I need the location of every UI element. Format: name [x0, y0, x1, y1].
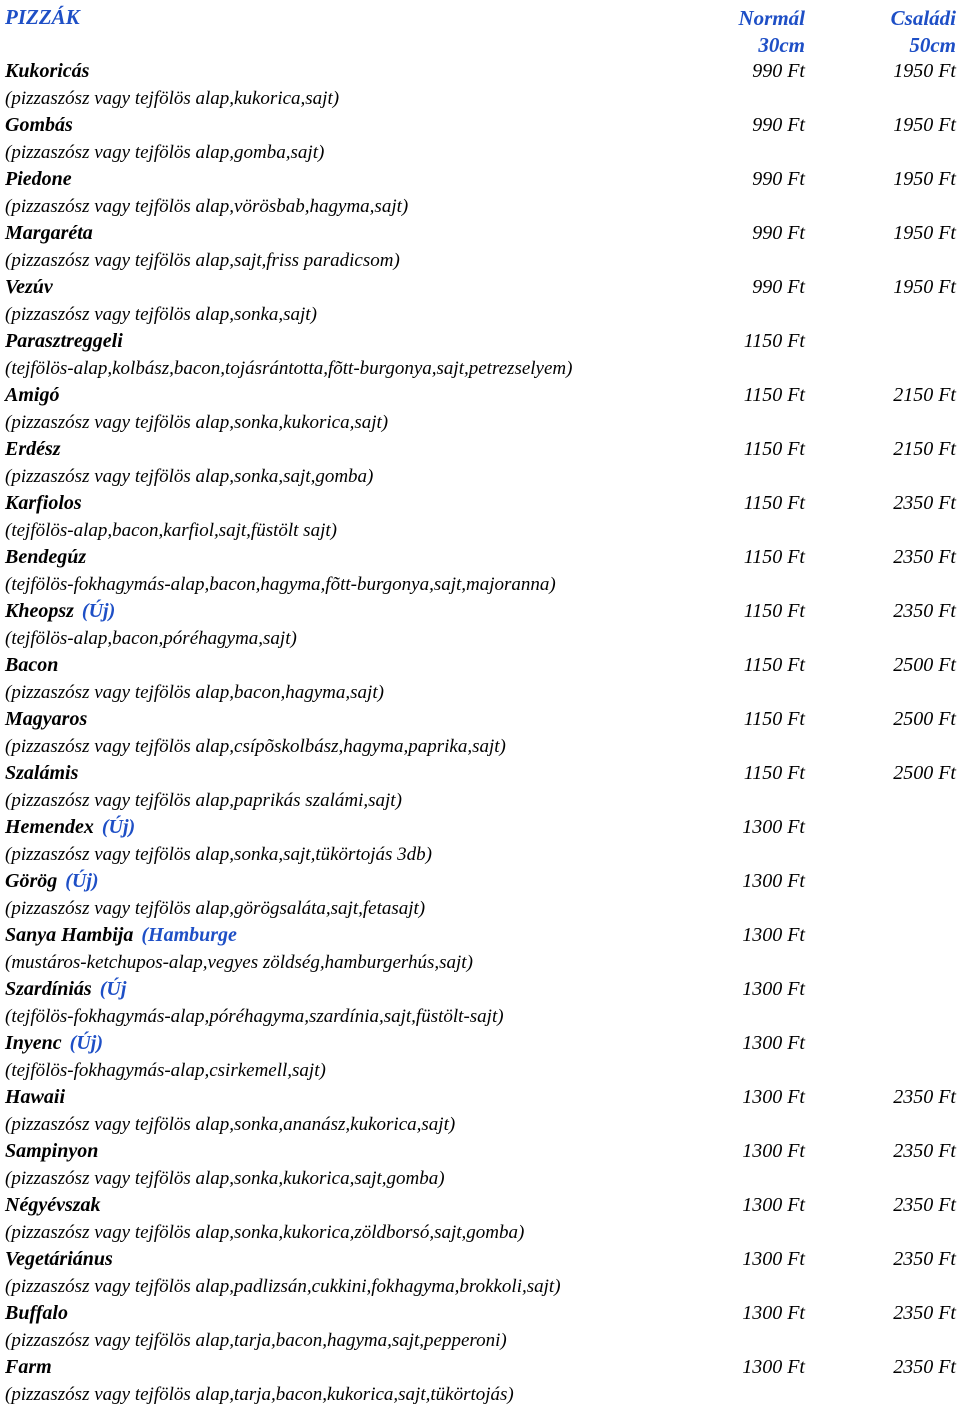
family-price: 1950 Ft — [893, 222, 956, 244]
menu-item — [0, 868, 960, 922]
family-price: 1950 Ft — [893, 114, 956, 136]
normal-price: 1150 Ft — [743, 654, 805, 676]
pizza-name-line — [5, 1246, 113, 1273]
pizza-name: Hemendex — [5, 816, 94, 838]
pizza-name: Erdész — [5, 438, 61, 460]
pizza-ingredients: (pizzaszósz vagy tejfölös alap,sonka,kukorica,zöldborsó,sajt,gomba) — [5, 1222, 525, 1243]
normal-price: 1150 Ft — [743, 384, 805, 406]
pizza-name-line — [5, 652, 58, 679]
pizza-name: Vegetáriánus — [5, 1248, 113, 1270]
pizza-ingredients: (tejfölös-alap,bacon,karfiol,sajt,füstölt sajt) — [5, 520, 337, 541]
normal-price: 1300 Ft — [742, 1032, 805, 1054]
normal-price: 1150 Ft — [743, 708, 805, 730]
family-price: 1950 Ft — [893, 168, 956, 190]
menu-item — [0, 58, 960, 112]
pizza-name-line — [5, 166, 72, 193]
normal-price: 990 Ft — [752, 114, 805, 136]
menu-item — [0, 1138, 960, 1192]
pizza-name-line — [5, 490, 82, 517]
normal-price: 1150 Ft — [743, 492, 805, 514]
pizza-name: Margaréta — [5, 222, 93, 244]
pizza-name-line — [5, 1354, 52, 1381]
normal-price: 1150 Ft — [743, 600, 805, 622]
menu-item — [0, 382, 960, 436]
menu-item — [0, 1246, 960, 1300]
menu-item — [0, 328, 960, 382]
family-price: 2350 Ft — [893, 1086, 956, 1108]
normal-price: 990 Ft — [752, 276, 805, 298]
new-badge: (Új) — [81, 600, 116, 622]
menu-item — [0, 706, 960, 760]
pizza-ingredients: (tejfölös-alap,kolbász,bacon,tojásrántotta,fõtt-burgonya,sajt,petrezselyem) — [5, 358, 573, 379]
pizza-ingredients: (tejfölös-fokhagymás-alap,póréhagyma,szardínia,sajt,füstölt-sajt) — [5, 1006, 504, 1027]
pizza-name-line — [5, 328, 123, 355]
normal-price: 1300 Ft — [742, 816, 805, 838]
pizza-name: Vezúv — [5, 276, 53, 298]
pizza-name-line — [5, 706, 87, 733]
pizza-name-line — [5, 58, 89, 85]
menu-item — [0, 922, 960, 976]
normal-label: Normál — [738, 6, 805, 30]
pizza-ingredients: (pizzaszósz vagy tejfölös alap,kukorica,sajt) — [5, 88, 340, 109]
pizza-name: Négyévszak — [5, 1194, 101, 1216]
family-price: 2500 Ft — [893, 762, 956, 784]
menu-item — [0, 112, 960, 166]
pizza-name-line — [5, 1138, 98, 1165]
menu-item — [0, 652, 960, 706]
normal-size: 30cm — [758, 33, 805, 57]
normal-size-column-header — [738, 5, 805, 59]
pizza-name: Sampinyon — [5, 1140, 99, 1162]
pizza-ingredients: (pizzaszósz vagy tejfölös alap,sonka,sajt,tükörtojás 3db) — [5, 844, 432, 865]
family-price: 2150 Ft — [893, 438, 956, 460]
menu-item — [0, 1084, 960, 1138]
family-size-column-header — [891, 5, 956, 59]
pizza-ingredients: (pizzaszósz vagy tejfölös alap,sonka,sajt,gomba) — [5, 466, 374, 487]
page-title: PIZZÁK — [5, 5, 80, 29]
pizza-name: Amigó — [5, 384, 60, 406]
normal-price: 990 Ft — [752, 222, 805, 244]
normal-price: 1300 Ft — [742, 1140, 805, 1162]
pizza-name-line — [5, 1084, 65, 1111]
menu-item — [0, 1354, 960, 1408]
normal-price: 1150 Ft — [743, 546, 805, 568]
family-price: 2500 Ft — [893, 654, 956, 676]
pizza-ingredients: (tejfölös-fokhagymás-alap,csirkemell,sajt) — [5, 1060, 326, 1081]
pizza-name: Parasztreggeli — [5, 330, 123, 352]
family-price: 2350 Ft — [893, 1302, 956, 1324]
family-price: 2150 Ft — [893, 384, 956, 406]
pizza-ingredients: (pizzaszósz vagy tejfölös alap,görögsaláta,sajt,fetasajt) — [5, 898, 426, 919]
pizza-name: Görög — [5, 870, 58, 892]
pizza-name: Szardíniás — [5, 978, 92, 1000]
menu-item — [0, 814, 960, 868]
new-badge: (Hamburge — [141, 924, 237, 946]
family-price: 1950 Ft — [893, 60, 956, 82]
pizza-name-line — [5, 220, 93, 247]
family-price: 2350 Ft — [893, 546, 956, 568]
pizza-name-line — [5, 814, 135, 841]
pizza-name: Bacon — [5, 654, 59, 676]
pizza-ingredients: (pizzaszósz vagy tejfölös alap,gomba,sajt) — [5, 142, 325, 163]
family-label: Családi — [890, 6, 956, 30]
pizza-name: Bendegúz — [5, 546, 87, 568]
family-price: 2350 Ft — [893, 1140, 956, 1162]
normal-price: 990 Ft — [752, 60, 805, 82]
normal-price: 1300 Ft — [742, 1302, 805, 1324]
pizza-name-line — [5, 976, 126, 1003]
pizza-ingredients: (pizzaszósz vagy tejfölös alap,tarja,bacon,hagyma,sajt,pepperoni) — [5, 1330, 507, 1351]
pizza-name: Farm — [5, 1356, 52, 1378]
menu-item — [0, 436, 960, 490]
pizza-ingredients: (pizzaszósz vagy tejfölös alap,paprikás szalámi,sajt) — [5, 790, 402, 811]
menu-item — [0, 274, 960, 328]
pizza-name: Magyaros — [5, 708, 88, 730]
pizza-name-line — [5, 436, 61, 463]
normal-price: 1300 Ft — [742, 1194, 805, 1216]
pizza-name-line — [5, 1192, 101, 1219]
pizza-name: Hawaii — [5, 1086, 66, 1108]
menu-item — [0, 544, 960, 598]
pizza-name-line — [5, 760, 78, 787]
pizza-ingredients: (mustáros-ketchupos-alap,vegyes zöldség,hamburgerhús,sajt) — [5, 952, 473, 973]
pizza-ingredients: (tejfölös-fokhagymás-alap,bacon,hagyma,fõtt-burgonya,sajt,majoranna) — [5, 574, 556, 595]
normal-price: 1300 Ft — [742, 924, 805, 946]
menu-item — [0, 166, 960, 220]
normal-price: 1300 Ft — [742, 1086, 805, 1108]
normal-price: 1150 Ft — [743, 330, 805, 352]
pizza-name: Sanya Hambija — [5, 924, 134, 946]
menu-item — [0, 598, 960, 652]
pizza-name-line — [5, 1300, 68, 1327]
pizza-ingredients: (pizzaszósz vagy tejfölös alap,csípõskolbász,hagyma,paprika,sajt) — [5, 736, 506, 757]
new-badge: (Új) — [101, 816, 136, 838]
pizza-name: Piedone — [5, 168, 72, 190]
pizza-ingredients: (pizzaszósz vagy tejfölös alap,padlizsán,cukkini,fokhagyma,brokkoli,sajt) — [5, 1276, 561, 1297]
pizza-name: Inyenc — [5, 1032, 62, 1054]
pizza-name-line — [5, 274, 53, 301]
normal-price: 990 Ft — [752, 168, 805, 190]
pizza-menu-list — [0, 58, 960, 1408]
new-badge: (Új) — [69, 1032, 103, 1054]
pizza-ingredients: (pizzaszósz vagy tejfölös alap,bacon,hagyma,sajt) — [5, 682, 384, 703]
pizza-name: Buffalo — [5, 1302, 68, 1324]
family-price: 2350 Ft — [893, 1248, 956, 1270]
family-price: 1950 Ft — [893, 276, 956, 298]
menu-item — [0, 490, 960, 544]
family-price: 2500 Ft — [893, 708, 956, 730]
pizza-name-line — [5, 598, 115, 625]
menu-item — [0, 220, 960, 274]
pizza-ingredients: (tejfölös-alap,bacon,póréhagyma,sajt) — [5, 628, 297, 649]
pizza-name: Gombás — [5, 114, 73, 136]
new-badge: (Új — [99, 978, 127, 1000]
menu-header — [0, 0, 960, 58]
menu-item — [0, 976, 960, 1030]
pizza-ingredients: (pizzaszósz vagy tejfölös alap,sonka,kukorica,sajt) — [5, 412, 389, 433]
pizza-name-line — [5, 544, 86, 571]
pizza-name-line — [5, 112, 73, 139]
family-price: 2350 Ft — [893, 600, 956, 622]
family-size: 50cm — [909, 33, 956, 57]
menu-item — [0, 1030, 960, 1084]
menu-item — [0, 1300, 960, 1354]
pizza-name-line — [5, 1030, 103, 1057]
pizza-name: Kheopsz — [5, 600, 74, 622]
pizza-name: Kukoricás — [5, 60, 90, 82]
family-price: 2350 Ft — [893, 492, 956, 514]
pizza-ingredients: (pizzaszósz vagy tejfölös alap,sonka,sajt) — [5, 304, 317, 325]
pizza-name-line — [5, 868, 99, 895]
pizza-ingredients: (pizzaszósz vagy tejfölös alap,sonka,ananász,kukorica,sajt) — [5, 1114, 456, 1135]
pizza-name-line — [5, 382, 59, 409]
normal-price: 1150 Ft — [743, 438, 805, 460]
normal-price: 1300 Ft — [742, 978, 805, 1000]
normal-price: 1300 Ft — [742, 1356, 805, 1378]
menu-item — [0, 1192, 960, 1246]
new-badge: (Új) — [65, 870, 99, 892]
pizza-name-line — [5, 922, 237, 949]
pizza-name: Szalámis — [5, 762, 79, 784]
family-price: 2350 Ft — [893, 1356, 956, 1378]
pizza-ingredients: (pizzaszósz vagy tejfölös alap,vörösbab,hagyma,sajt) — [5, 196, 409, 217]
pizza-ingredients: (pizzaszósz vagy tejfölös alap,sajt,friss paradicsom) — [5, 250, 400, 271]
pizza-ingredients: (pizzaszósz vagy tejfölös alap,sonka,kukorica,sajt,gomba) — [5, 1168, 445, 1189]
family-price: 2350 Ft — [893, 1194, 956, 1216]
pizza-name: Karfiolos — [5, 492, 82, 514]
normal-price: 1300 Ft — [742, 1248, 805, 1270]
menu-item — [0, 760, 960, 814]
normal-price: 1150 Ft — [743, 762, 805, 784]
normal-price: 1300 Ft — [742, 870, 805, 892]
pizza-ingredients: (pizzaszósz vagy tejfölös alap,tarja,bacon,kukorica,sajt,tükörtojás) — [5, 1384, 514, 1405]
